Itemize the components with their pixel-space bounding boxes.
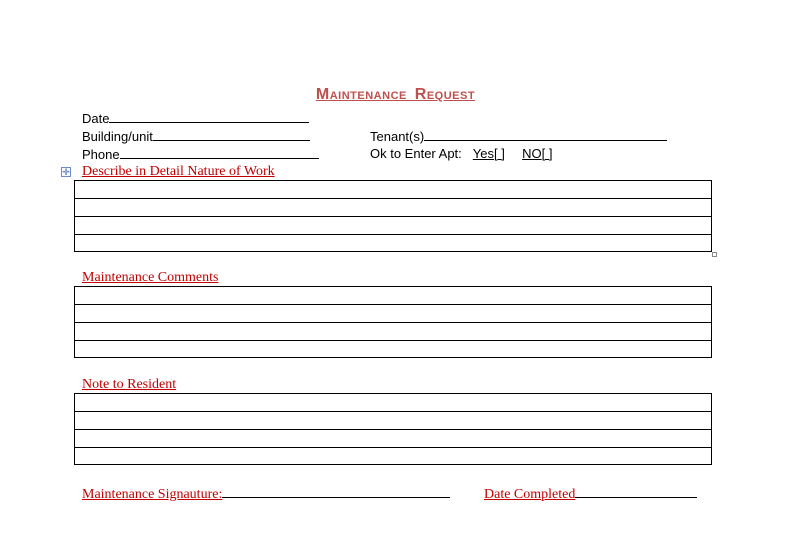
signature-label: Maintenance Signauture: <box>82 487 223 502</box>
building-unit-label: Building/unit <box>82 129 153 144</box>
phone-label: Phone <box>82 147 120 162</box>
yes-option[interactable] <box>473 146 505 161</box>
describe-work-table <box>74 180 712 252</box>
date-blank-line[interactable] <box>109 110 309 123</box>
table-row[interactable] <box>75 199 711 217</box>
table-row[interactable] <box>75 448 711 466</box>
describe-work-label: Describe in Detail Nature of Work <box>82 164 275 179</box>
tenants-blank-line[interactable] <box>424 128 667 141</box>
table-row[interactable] <box>75 181 711 199</box>
table-row[interactable] <box>75 217 711 235</box>
maintenance-comments-table <box>74 286 712 358</box>
table-row[interactable] <box>75 412 711 430</box>
page-title: Maintenance Request <box>315 86 476 103</box>
no-label: NO <box>522 146 542 161</box>
tenants-field[interactable] <box>370 128 667 145</box>
no-checkbox[interactable]: [ ] <box>541 146 553 161</box>
date-field[interactable] <box>82 110 309 127</box>
date-completed-blank-line[interactable] <box>575 483 697 498</box>
signature-field[interactable] <box>82 483 450 503</box>
ok-to-enter-field <box>370 146 552 162</box>
maintenance-comments-label: Maintenance Comments <box>82 270 219 285</box>
table-row[interactable] <box>75 394 711 412</box>
building-unit-field[interactable] <box>82 128 310 145</box>
no-option[interactable] <box>522 146 552 161</box>
date-completed-field[interactable] <box>484 483 697 503</box>
date-completed-label: Date Completed <box>484 487 576 502</box>
building-unit-blank-line[interactable] <box>153 128 310 141</box>
note-to-resident-label: Note to Resident <box>82 377 177 392</box>
note-to-resident-table <box>74 393 712 465</box>
yes-label: Yes <box>472 146 495 161</box>
table-row[interactable] <box>75 430 711 448</box>
table-resize-handle-icon[interactable] <box>712 252 717 257</box>
tenants-label: Tenant(s) <box>370 129 425 144</box>
ok-to-enter-label: Ok to Enter Apt: <box>370 146 462 161</box>
table-row[interactable] <box>75 341 711 359</box>
date-label: Date <box>82 111 110 126</box>
phone-field[interactable] <box>82 146 319 163</box>
table-row[interactable] <box>75 305 711 323</box>
yes-checkbox[interactable]: [ ] <box>494 146 505 161</box>
signature-blank-line[interactable] <box>222 483 450 498</box>
phone-blank-line[interactable] <box>120 146 319 159</box>
table-row[interactable] <box>75 323 711 341</box>
table-row[interactable] <box>75 235 711 253</box>
table-row[interactable] <box>75 287 711 305</box>
table-move-handle-icon[interactable]: ✛ <box>62 167 70 177</box>
